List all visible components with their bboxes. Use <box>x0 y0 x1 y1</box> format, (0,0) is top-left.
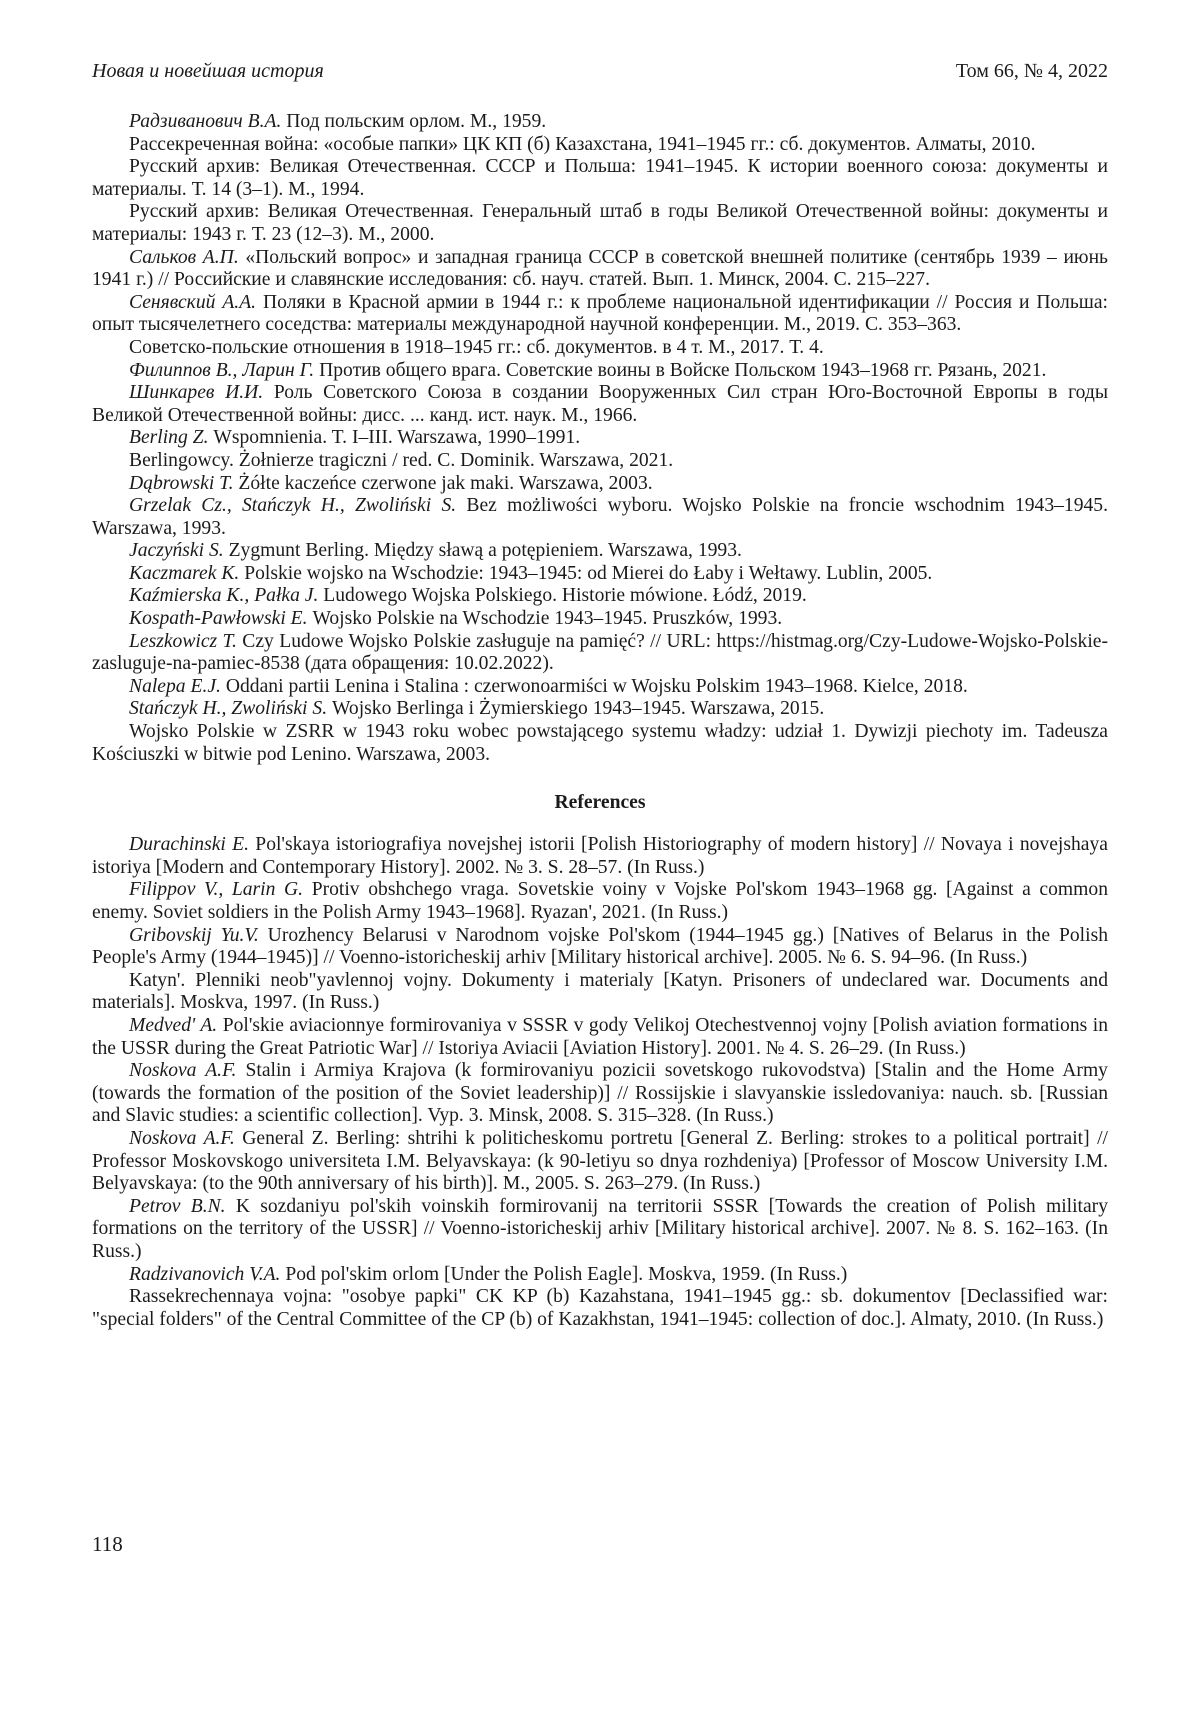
page-header <box>92 60 1108 83</box>
reference-entry <box>92 1060 1108 1128</box>
entry-text: Русский архив: Великая Отечественная. Генеральный штаб в годы Великой Отечественной войны: документы и материалы: 1943 г. Т. 23 (12–3). М., 2000. <box>92 201 1108 245</box>
entry-author: Kaczmarek K. <box>129 562 245 584</box>
bibliography-entry <box>92 721 1108 766</box>
entry-text: Рассекреченная война: «особые папки» ЦК КП (б) Казахстана, 1941–1945 гг.: сб. документов. Алматы, 2010. <box>129 133 1036 155</box>
bibliography-entry <box>92 495 1108 540</box>
entry-text: Polskie wojsko na Wschodzie: 1943–1945: od Mierei do Łaby i Wełtawy. Lublin, 2005. <box>244 562 933 584</box>
bibliography-entry <box>92 450 1108 473</box>
entry-text: Русский архив: Великая Отечественная. СССР и Польша: 1941–1945. К истории военного союза: документы и материалы. Т. 14 (3–1). М., 1994. <box>92 156 1108 200</box>
entry-author: Kospath-Pawłowski E. <box>129 608 313 630</box>
bibliography-section <box>92 111 1108 766</box>
reference-entry <box>92 925 1108 970</box>
entry-text: Pod pol'skim orlom [Under the Polish Eagle]. Moskva, 1959. (In Russ.) <box>285 1263 848 1285</box>
reference-entry <box>92 879 1108 924</box>
bibliography-entry <box>92 698 1108 721</box>
entry-text: Katyn'. Plenniki neob"yavlennoj vojny. Dokumenty i materialy [Katyn. Prisoners of undeclared war. Documents and materials]. Moskva, 1997. (In Russ.) <box>92 969 1108 1014</box>
entry-author: Сенявский А.А. <box>129 291 263 313</box>
entry-text: Zygmunt Berling. Między sławą a potępieniem. Warszawa, 1993. <box>228 540 742 562</box>
bibliography-entry <box>92 134 1108 157</box>
entry-author: Petrov B.N. <box>129 1195 236 1217</box>
entry-text: General Z. Berling: shtrihi k politicheskomu portretu [General Z. Berling: strokes to a political portrait] // Professor Moskovskogo universiteta I.M. Belyavskaya: (k 90-letiyu so dnya rozhdeniya) [Professor of Moscow University I.M. Belyavskaya: (to the 90th anniversary of his birth)]. M., 2005. S. 263–279. (In Russ.) <box>92 1127 1108 1195</box>
bibliography-entry <box>92 111 1108 134</box>
entry-author: Сальков А.П. <box>129 246 246 268</box>
entry-author: Kaźmierska K., Pałka J. <box>129 585 324 607</box>
bibliography-entry <box>92 473 1108 496</box>
entry-author: Gribovskij Yu.V. <box>129 924 268 946</box>
entry-text: Под польским орлом. М., 1959. <box>286 111 547 132</box>
entry-author: Радзиванович В.А. <box>129 111 287 132</box>
entry-text: Wojsko Polskie na Wschodzie 1943–1945. Pruszków, 1993. <box>312 608 783 630</box>
issue-info: Том 66, № 4, 2022 <box>955 60 1108 82</box>
entry-author: Leszkowicz T. <box>129 630 243 652</box>
entry-text: Советско-польские отношения в 1918–1945 гг.: сб. документов. в 4 т. М., 2017. Т. 4. <box>129 336 824 358</box>
entry-text: Wspomnienia. T. I–III. Warszawa, 1990–1991. <box>213 427 581 449</box>
journal-title: Новая и новейшая история <box>92 60 324 82</box>
entry-text: Ludowego Wojska Polskiego. Historie mówione. Łódź, 2019. <box>323 585 807 607</box>
references-section <box>92 834 1108 1331</box>
bibliography-entry <box>92 631 1108 676</box>
reference-entry <box>92 1128 1108 1196</box>
bibliography-entry <box>92 382 1108 427</box>
references-heading: References <box>554 792 646 814</box>
entry-text: Żółte kaczeńce czerwone jak maki. Warszawa, 2003. <box>238 472 653 494</box>
entry-text: «Польский вопрос» и западная граница СССР в советской внешней политике (сентябрь 1939 – июнь 1941 г.) // Российские и славянские исследования: сб. науч. статей. Вып. 1. Минск, 2004. С. 215–227. <box>92 246 1108 291</box>
entry-author: Jaczyński S. <box>129 540 229 562</box>
entry-text: K sozdaniyu pol'skih voinskih formirovanij na territorii SSSR [Towards the creation of Polish military formations on the territory of the USSR] // Voenno-istoricheskij arhiv [Military historical archive]. 2007. № 8. S. 162–163. (In Russ.) <box>92 1195 1108 1262</box>
entry-author: Medved' A. <box>129 1014 223 1036</box>
bibliography-entry <box>92 292 1108 337</box>
bibliography-entry <box>92 608 1108 631</box>
entry-author: Noskova A.F. <box>129 1127 243 1149</box>
entry-text: Pol'skie aviacionnye formirovaniya v SSSR v gody Velikoj Otechestvennoj vojny [Polish aviation formations in the USSR during the Great Patriotic War] // Istoriya Aviacii [Aviation History]. 2001. № 4. S. 26–29. (In Russ.) <box>92 1014 1108 1059</box>
entry-author: Radzivanovich V.A. <box>129 1263 286 1285</box>
entry-text: Stalin i Armiya Krajova (k formirovaniyu pozicii sovetskogo rukovodstva) [Stalin and the Home Army (towards the formation of the position of the Soviet leadership)] // Rossijskie i slavyanskie issledovaniya: nauch. sb. [Russian and Slavic studies: a scientific collection]. Vyp. 3. Minsk, 2008. S. 315–328. (In Russ.) <box>92 1060 1108 1127</box>
entry-text: Роль Советского Союза в создании Вооруженных Сил стран Юго-Восточной Европы в годы Великой Отечественной войны: дисс. ... канд. ист. наук. М., 1966. <box>92 382 1108 426</box>
entry-author: Stańczyk H., Zwoliński S. <box>129 698 332 720</box>
reference-entry <box>92 970 1108 1015</box>
entry-author: Filippov V., Larin G. <box>129 879 312 901</box>
entry-text: Rassekrechennaya vojna: "osobye papki" CK KP (b) Kazahstana, 1941–1945 gg.: sb. dokumentov [Declassified war: "special folders" of the Central Committee of the CP (b) of Kazakhstan, 1941–1945: collection of doc.]. Almaty, 2010. (In Russ.) <box>92 1286 1108 1330</box>
entry-text: Berlingowcy. Żołnierze tragiczni / red. C. Dominik. Warszawa, 2021. <box>129 449 674 471</box>
reference-entry <box>92 1286 1108 1331</box>
entry-author: Филиппов В., Ларин Г. <box>129 359 320 381</box>
entry-author: Dąbrowski T. <box>129 472 239 494</box>
entry-text: Czy Ludowe Wojsko Polskie zasługuje na pamięć? // URL: https://histmag.org/Czy-Ludowe-Wojsko-Polskie-zasluguje-na-pamiec-8538 (дата обращения: 10.02.2022). <box>92 630 1108 675</box>
bibliography-entry <box>92 201 1108 246</box>
bibliography-entry <box>92 540 1108 563</box>
entry-author: Durachinski E. <box>129 834 256 856</box>
reference-entry <box>92 834 1108 879</box>
entry-author: Шинкарев И.И. <box>129 382 274 404</box>
entry-author: Grzelak Cz., Stańczyk H., Zwoliński S. <box>129 495 467 517</box>
reference-entry <box>92 1196 1108 1264</box>
entry-text: Urozhency Belarusi v Narodnom vojske Pol'skom (1944–1945 gg.) [Natives of Belarus in the Polish People's Army (1944–1945)] // Voenno-istoricheskij arhiv [Military historical archive]. 2005. № 6. S. 94–96. (In Russ.) <box>92 924 1108 969</box>
bibliography-entry <box>92 585 1108 608</box>
entry-author: Berling Z. <box>129 427 214 449</box>
page-number: 118 <box>92 1532 123 1556</box>
entry-text: Oddani partii Lenina i Stalina : czerwonoarmiści w Wojsku Polskim 1943–1968. Kielce, 2018. <box>225 675 968 697</box>
bibliography-entry <box>92 360 1108 383</box>
entry-text: Поляки в Красной армии в 1944 г.: к проблеме национальной идентификации // Россия и Польша: опыт тысячелетнего соседства: материалы международной научной конференции. М., 2019. С. 353–363. <box>92 291 1108 336</box>
bibliography-entry <box>92 676 1108 699</box>
reference-entry <box>92 1264 1108 1287</box>
entry-text: Wojsko Polskie w ZSRR w 1943 roku wobec powstającego systemu władzy: udział 1. Dywizji piechoty im. Tadeusza Kościuszki w bitwie pod Lenino. Warszawa, 2003. <box>92 721 1108 765</box>
bibliography-entry <box>92 563 1108 586</box>
bibliography-entry <box>92 427 1108 450</box>
entry-text: Pol'skaya istoriografiya novejshej istorii [Polish Historiography of modern history] // Novaya i novejshaya istoriya [Modern and Contemporary History]. 2002. № 3. S. 28–57. (In Russ.) <box>92 834 1108 878</box>
bibliography-entry <box>92 247 1108 292</box>
reference-entry <box>92 1015 1108 1060</box>
bibliography-entry <box>92 156 1108 201</box>
entry-author: Nalepa E.J. <box>129 675 226 697</box>
bibliography-entry <box>92 337 1108 360</box>
entry-text: Wojsko Berlinga i Żymierskiego 1943–1945. Warszawa, 2015. <box>332 698 825 720</box>
entry-text: Protiv obshchego vraga. Sovetskie voiny v Vojske Pol'skom 1943–1968 gg. [Against a common enemy. Soviet soldiers in the Polish Army 1943–1968]. Ryazan', 2021. (In Russ.) <box>92 879 1108 923</box>
entry-text: Bez możliwości wyboru. Wojsko Polskie na froncie wschodnim 1943–1945. Warszawa, 1993. <box>92 495 1108 539</box>
entry-text: Против общего врага. Советские воины в Войске Польском 1943–1968 гг. Рязань, 2021. <box>319 359 1047 381</box>
entry-author: Noskova A.F. <box>129 1060 246 1082</box>
